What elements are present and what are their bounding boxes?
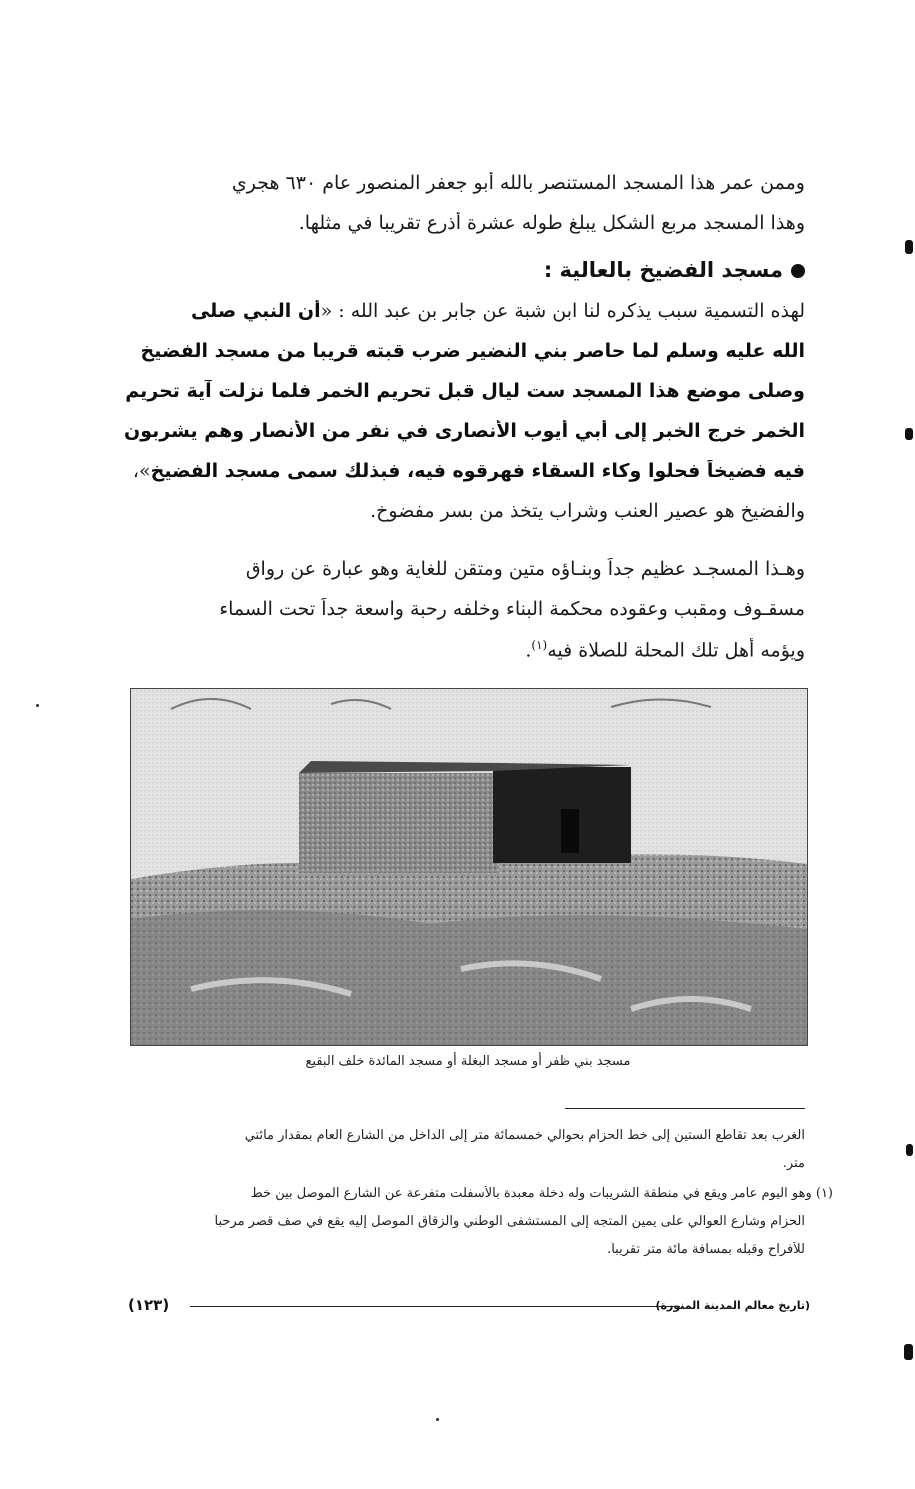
footer-rule xyxy=(190,1306,680,1307)
paragraph-3-line-3-end: . xyxy=(525,639,532,662)
paragraph-2-line-5-plain: »، xyxy=(132,460,151,482)
scan-edge-mark xyxy=(905,240,913,254)
paragraph-2-line-1-plain: لهذه التسمية سبب يذكره لنا ابن شبة عن جابر بن عبد الله : « xyxy=(320,300,805,322)
paragraph-3-line-3-text: ويؤمه أهل تلك المحلة للصلاة فيه xyxy=(547,639,805,662)
footnote-1-line-2: الحزام وشارع العوالي على يمين المتجه إلى المستشفى الوطني والزقاق الموصل إليه يقع في صف قصر مرحباً xyxy=(214,1214,805,1229)
paragraph-2-line-5 xyxy=(105,460,805,482)
footnote-1-line-1-text: وهو اليوم عامر ويقع في منطقة الشريبات وله دخلة معبدة بالأسفلت متفرعة عن الشارع الموصل بين خط xyxy=(250,1186,812,1201)
footnote-separator xyxy=(565,1108,805,1109)
footnote-1-marker: (١) xyxy=(815,1186,833,1201)
scan-speck xyxy=(36,704,39,707)
paragraph-2-line-4: الخمر خرج الخبر إلى أبي أيوب الأنصارى في نفر من الأنصار وهم يشربون xyxy=(124,420,805,442)
page-number: (١٢٣) xyxy=(128,1296,170,1314)
bullet-icon xyxy=(791,264,805,278)
footnote-continuation-line-2: متر. xyxy=(782,1156,805,1171)
section-heading xyxy=(105,258,805,282)
section-heading-text: مسجد الفضيخ بالعالية : xyxy=(543,258,783,282)
scan-speck xyxy=(436,1418,439,1421)
paragraph-1-line-2: وهذا المسجد مربع الشكل يبلغ طوله عشرة أذرع تقريبا في مثلها. xyxy=(298,212,805,234)
paragraph-3-line-1: وهـذا المسجـد عظيم جداً وبنـاؤه متين ومتقن للغاية وهو عبارة عن رواق xyxy=(245,558,805,580)
footnote-1-line-3: للأفراح وقبله بمسافة مائة متر تقريباً. xyxy=(607,1242,805,1257)
paragraph-1-line-1: وممن عمر هذا المسجد المستنصر بالله أبو جعفر المنصور عام ٦٣٠ هجري xyxy=(231,172,805,194)
footnote-continuation-line-1: الغرب بعد تقاطع الستين إلى خط الحزام بحوالي خمسمائة متر إلى الداخل من الشارع العام بمقدار مائتي xyxy=(244,1128,805,1143)
scan-edge-mark xyxy=(905,428,913,440)
mosque-photo-illustration xyxy=(131,689,807,1045)
paragraph-2-line-1-bold: أن النبي صلى xyxy=(190,300,321,322)
paragraph-2-line-2: الله عليه وسلم لما حاصر بني النضير ضرب قبته قريبا من مسجد الفضيخ xyxy=(140,340,805,362)
photo-caption: مسجد بني ظفر أو مسجد البغلة أو مسجد المائدة خلف البقيع xyxy=(305,1054,631,1069)
scan-edge-mark xyxy=(904,1344,913,1360)
paragraph-2-line-3: وصلى موضع هذا المسجد ست ليال قبل تحريم الخمر فلما نزلت آية تحريم xyxy=(125,380,805,402)
paragraph-3-line-3 xyxy=(105,638,805,661)
paragraph-2-line-1 xyxy=(105,300,805,322)
paragraph-2-line-5-bold: فيه فضيخاً فحلوا وكاء السقاء فهرقوه فيه، فبذلك سمى مسجد الفضيخ xyxy=(150,460,805,482)
book-title-footer: (تاريخ معالم المدينة المنورة) xyxy=(655,1299,810,1312)
footnote-reference: (١) xyxy=(531,638,548,652)
paragraph-2-line-6: والفضيخ هو عصير العنب وشراب يتخذ من بسر مفضوخ. xyxy=(370,500,805,522)
scan-edge-mark xyxy=(906,1144,913,1156)
footnote-1-line-1 xyxy=(113,1186,833,1201)
paragraph-3-line-2: مسقـوف ومقبب وعقوده محكمة البناء وخلفه رحبة واسعة جداً تحت السماء xyxy=(219,598,805,620)
mosque-photograph xyxy=(130,688,808,1046)
